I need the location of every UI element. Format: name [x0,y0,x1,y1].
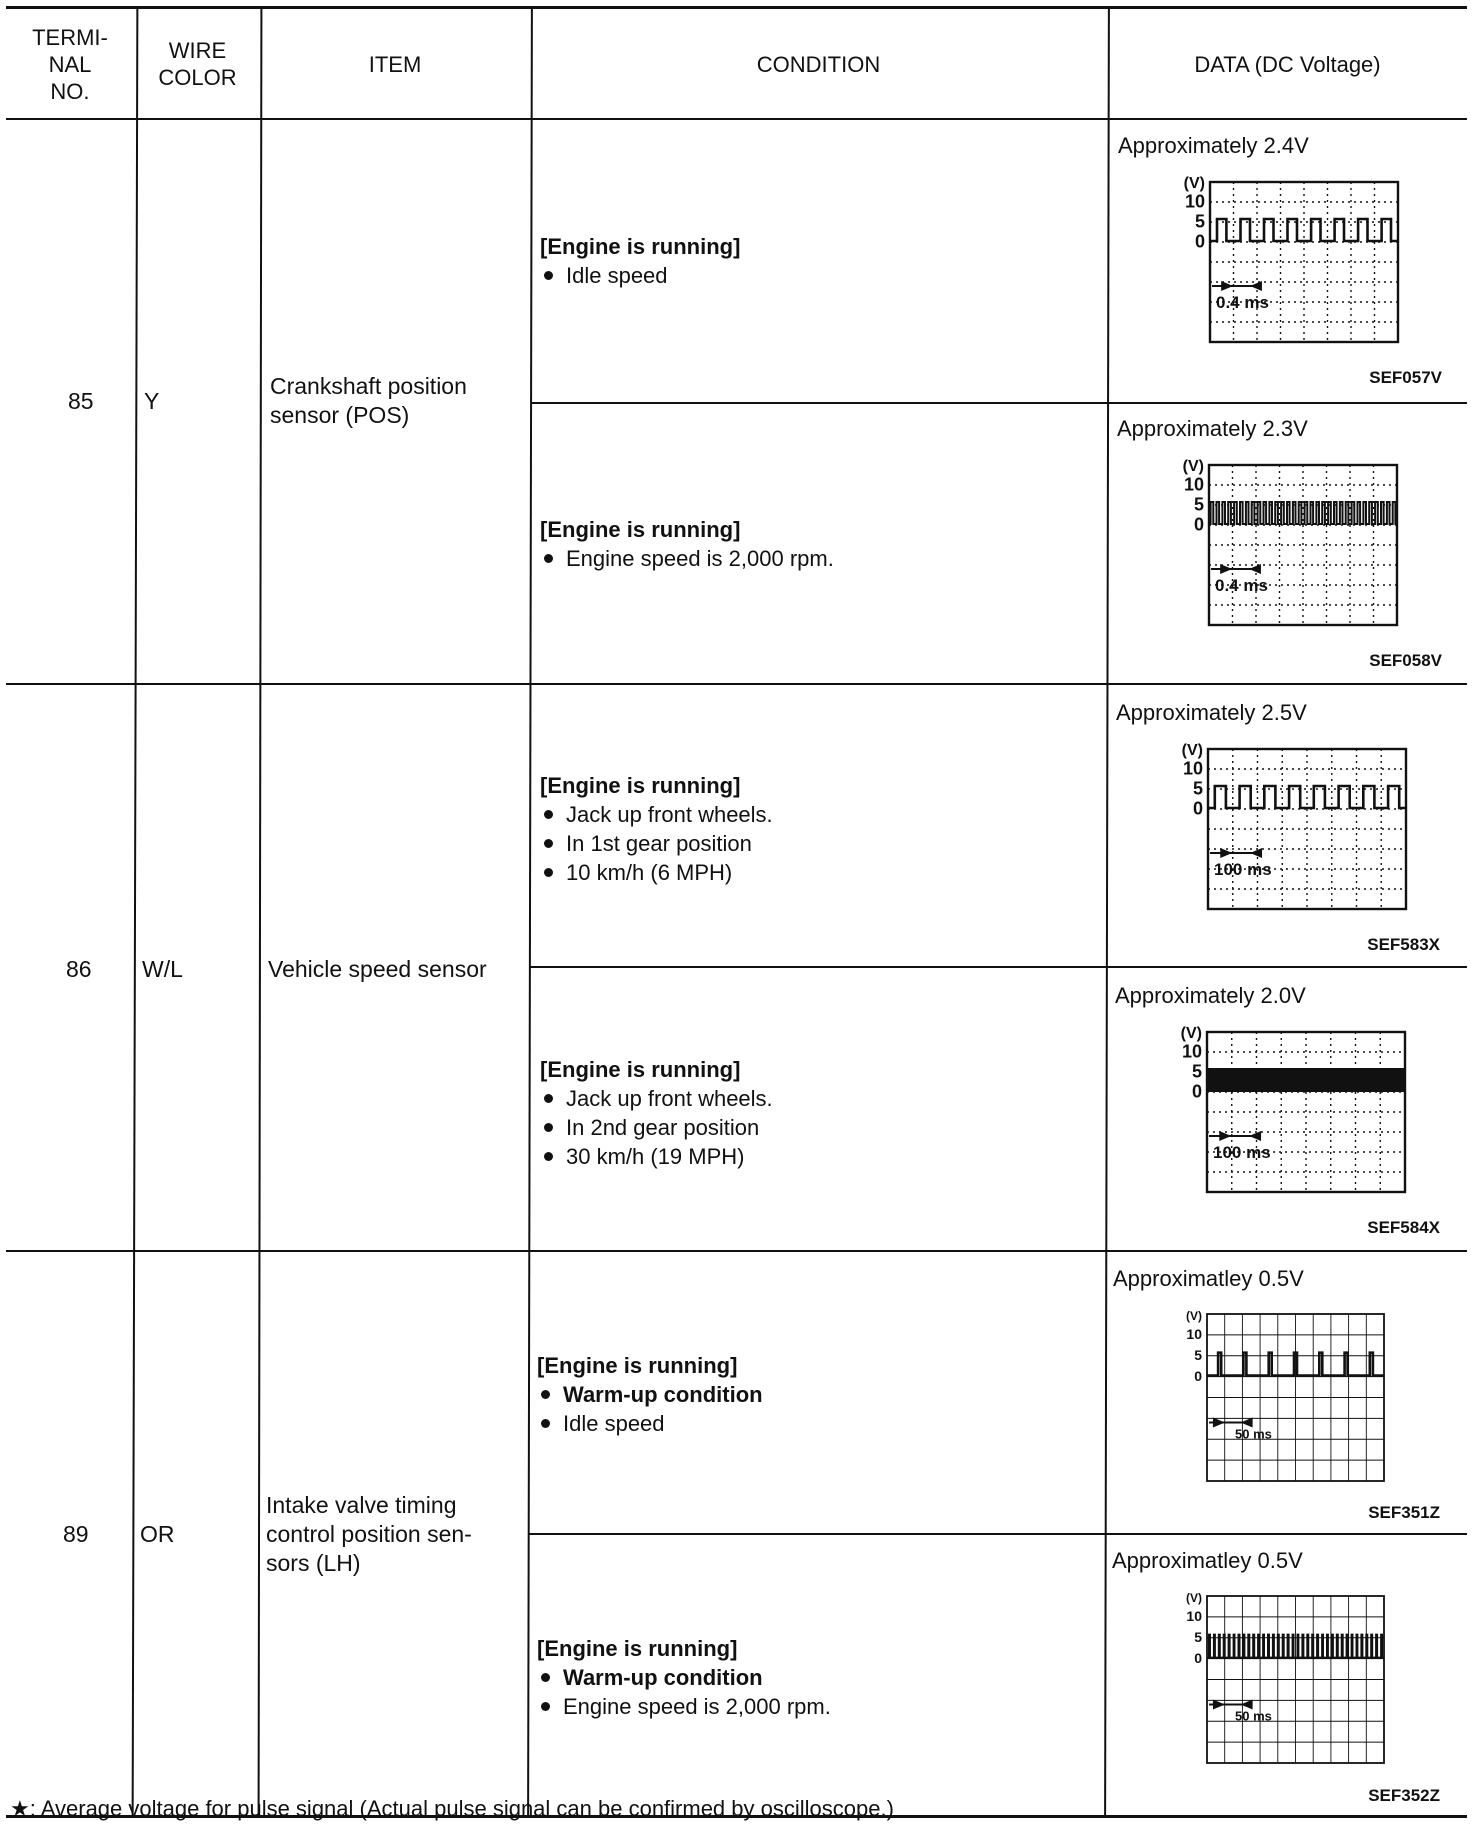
condition-item [540,544,834,573]
figure-code: SEF351Z [1368,1503,1440,1522]
axis-tick-label: 10 [1184,191,1205,212]
oscilloscope-waveform [1163,1592,1388,1767]
figure-code: SEF057V [1369,368,1442,387]
condition-item-text: Engine speed is 2,000 rpm. [563,1694,831,1719]
condition-title: [Engine is running] [540,1057,741,1082]
header-wire-color: WIRE COLOR [158,38,237,90]
arrow-right-icon [1213,1418,1225,1428]
condition-item-text: Engine speed is 2,000 rpm. [566,546,834,571]
col-divider-1 [132,8,139,1816]
item-name: Vehicle speed sensor [268,956,487,982]
row-divider-3 [530,966,1467,968]
axis-unit-label: (V) [1186,1591,1202,1605]
condition-item [540,800,773,829]
footnote: ★: Average voltage for pulse signal (Actual pulse signal can be confirmed by oscilloscope.) [10,1796,894,1821]
bullet-icon [544,1123,553,1132]
condition-item [537,1380,763,1409]
condition-item-text: Jack up front wheels. [566,802,773,827]
figure-code: SEF584X [1367,1218,1440,1237]
axis-tick-label: 10 [1186,1608,1202,1625]
bullet-icon [544,554,553,563]
axis-tick-label: 5 [1194,211,1205,232]
group-divider-86 [6,1250,1467,1252]
condition-cell [540,771,773,887]
condition-item [540,1113,773,1142]
condition-item [540,261,740,290]
bullet-icon [544,839,553,848]
condition-item-text: Warm-up condition [563,1665,763,1690]
axis-unit-label: (V) [1183,175,1205,192]
condition-cell [540,1055,773,1171]
condition-item-text: Warm-up condition [563,1382,763,1407]
col-divider-2 [258,8,263,1816]
approx-voltage: Approximatley 0.5V [1112,1548,1303,1573]
condition-item [540,858,773,887]
oscilloscope-waveform [1171,458,1401,629]
condition-item-text: Idle speed [566,263,668,288]
condition-item-text: 30 km/h (19 MPH) [566,1144,745,1169]
axis-tick-label: 5 [1193,494,1204,515]
axis-tick-label: 0 [1194,231,1205,252]
condition-item [540,829,773,858]
header-item: ITEM [368,51,422,77]
condition-item [540,1142,773,1171]
approx-voltage: Approximately 2.4V [1118,133,1309,158]
condition-item-text: In 1st gear position [566,831,752,856]
condition-item-text: 10 km/h (6 MPH) [566,860,733,885]
bullet-icon [541,1390,550,1399]
axis-unit-label: (V) [1186,1309,1202,1323]
arrow-left-icon [1249,564,1261,574]
approx-voltage: Approximatley 0.5V [1113,1266,1304,1291]
row-divider-1 [532,402,1467,404]
arrow-right-icon [1221,281,1233,291]
axis-tick-label: 0 [1193,514,1204,535]
axis-tick-label: 5 [1194,1346,1202,1363]
axis-tick-label: 5 [1192,778,1203,799]
condition-cell [540,515,834,573]
axis-tick-label: 10 [1181,1041,1202,1062]
bullet-icon [544,1152,553,1161]
approx-voltage: Approximately 2.3V [1117,416,1308,441]
condition-item-text: In 2nd gear position [566,1115,760,1140]
condition-item [537,1692,831,1721]
wire-color: W/L [142,956,183,982]
axis-tick-label: 10 [1186,1326,1202,1343]
bullet-icon [544,868,553,877]
condition-title: [Engine is running] [540,234,741,259]
item-name: Intake valve timing control position sen- sors (LH) [266,1492,472,1576]
header-data-dc-voltage: DATA (DC Voltage) [1194,51,1381,77]
oscilloscope-waveform [1163,1310,1388,1485]
figure-code: SEF058V [1369,651,1442,670]
condition-item [537,1409,763,1438]
condition-item [540,1084,773,1113]
axis-tick-label: 0 [1194,1367,1202,1384]
bullet-icon [544,1094,553,1103]
condition-title: [Engine is running] [540,773,741,798]
header-condition: CONDITION [756,51,881,77]
bullet-icon [541,1673,550,1682]
oscilloscope-waveform [1170,742,1410,913]
terminal-number: 86 [66,956,92,982]
approx-voltage: Approximately 2.5V [1116,700,1307,725]
time-scale-label: 50 ms [1235,1426,1272,1442]
figure-code: SEF583X [1367,935,1440,954]
arrow-left-icon [1250,281,1262,291]
oscilloscope-waveform [1169,1025,1409,1196]
group-divider-85 [6,683,1467,685]
bullet-icon [541,1702,550,1711]
axis-tick-label: 5 [1191,1061,1202,1082]
axis-tick-label: 10 [1183,474,1204,495]
header-terminal-no: TERMI- NAL NO. [32,24,108,104]
condition-item [537,1663,831,1692]
header-bottom-rule [6,118,1467,120]
figure-code: SEF352Z [1368,1786,1440,1805]
arrow-right-icon [1220,564,1232,574]
col-divider-4 [1104,8,1110,1816]
bullet-icon [544,271,553,280]
bullet-icon [544,810,553,819]
wire-color: OR [140,1521,175,1547]
axis-tick-label: 0 [1194,1649,1202,1666]
condition-item-text: Idle speed [563,1411,665,1436]
axis-unit-label: (V) [1181,742,1203,759]
arrow-right-icon [1213,1700,1225,1710]
table-top-rule [6,6,1467,9]
axis-tick-label: 0 [1191,1081,1202,1102]
axis-unit-label: (V) [1180,1025,1202,1042]
terminal-number: 85 [68,388,94,414]
condition-title: [Engine is running] [537,1353,738,1378]
terminal-number: 89 [63,1521,89,1547]
condition-title: [Engine is running] [537,1636,738,1661]
axis-tick-label: 5 [1194,1628,1202,1645]
time-scale-label: 100 ms [1214,860,1272,879]
signal-trace [1207,1069,1405,1091]
condition-cell [537,1351,763,1438]
approx-voltage: Approximately 2.0V [1115,983,1306,1008]
axis-tick-label: 10 [1182,758,1203,779]
axis-tick-label: 0 [1192,798,1203,819]
item-name: Crankshaft position sensor (POS) [270,373,467,428]
condition-title: [Engine is running] [540,517,741,542]
row-divider-5 [528,1533,1467,1535]
bullet-icon [541,1419,550,1428]
axis-unit-label: (V) [1182,458,1204,475]
time-scale-label: 0.4 ms [1216,293,1269,312]
time-scale-label: 100 ms [1213,1143,1271,1162]
wire-color: Y [144,388,160,414]
time-scale-label: 50 ms [1235,1708,1272,1724]
condition-cell [537,1634,831,1721]
condition-cell [540,232,740,290]
col-divider-3 [527,8,533,1816]
time-scale-label: 0.4 ms [1215,576,1268,595]
condition-item-text: Jack up front wheels. [566,1086,773,1111]
oscilloscope-waveform [1172,175,1402,346]
